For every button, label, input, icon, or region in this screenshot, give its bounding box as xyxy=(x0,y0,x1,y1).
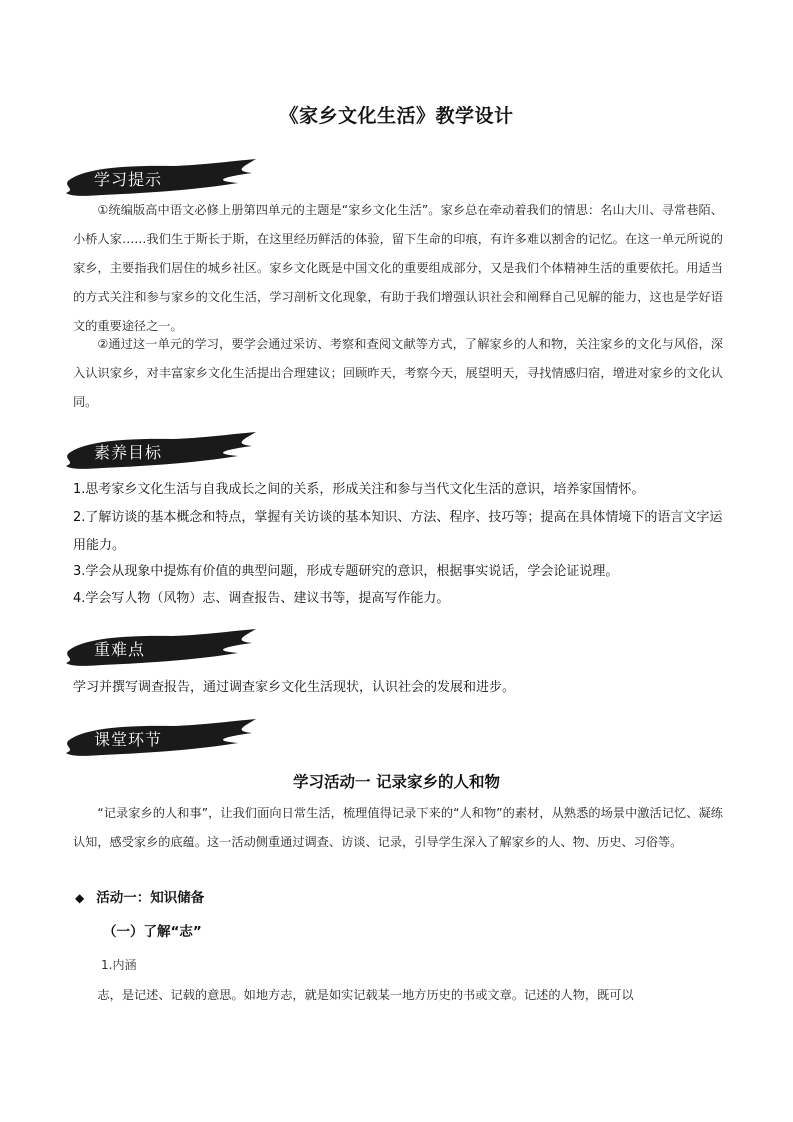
goal-item: 3.学会从现象中提炼有价值的典型问题，形成专题研究的意识，根据事实说话，学会论证说理。 xyxy=(73,564,619,579)
goal-item: 1.思考家乡文化生活与自我成长之间的关系，形成关注和参与当代文化生活的意识，培养家国情怀。 xyxy=(73,482,645,497)
section-header-key xyxy=(62,627,258,671)
goal-item: 2.了解访谈的基本概念和特点，掌握有关访谈的基本知识、方法、程序、技巧等；提高在具体情境下的语言文字运用能力。 xyxy=(73,510,723,553)
tips-paragraph-2: ②通过这一单元的学习，要学会通过采访、考察和查阅文献等方式，了解家乡的人和物，关注家乡的文化与风俗，深入认识家乡，对丰富家乡文化生活提出合理建议；回顾昨天，考察今天，展望明天，寻找情感归宿，增进对家乡的文化认同。 xyxy=(73,337,723,409)
section-heading-goals: 素养目标 xyxy=(94,443,163,462)
goal-item: 4.学会写人物（风物）志、调查报告、建议书等，提高写作能力。 xyxy=(73,591,450,606)
sub-item-label: 1.内涵 xyxy=(101,958,137,972)
section-header-goals xyxy=(62,430,258,474)
activity-label: 活动一：知识储备 xyxy=(96,890,205,906)
section-heading-class: 课堂环节 xyxy=(94,730,163,749)
section-header-class xyxy=(62,717,258,761)
tips-paragraph-1: ①统编版高中语文必修上册第四单元的主题是“家乡文化生活”。家乡总在牵动着我们的情思：名山大川、寻常巷陌、小桥人家……我们生于斯长于斯，在这里经历鲜活的体验，留下生命的印痕，有许多难以割舍的记忆。在这一单元所说的家乡，主要指我们居住的城乡社区。家乡文化既是中国文化的重要组成部分，又是我们个体精神生活的重要依托。用适当的方式关注和参与家乡的文化生活，学习剖析文化现象，有助于我们增强认识社会和阐释自己见解的能力，这也是学好语文的重要途径之一。 xyxy=(73,203,723,333)
activity-intro: “记录家乡的人和事”，让我们面向日常生活，梳理值得记录下来的“人和物”的素材，从熟悉的场景中激活记忆、凝练认知，感受家乡的底蕴。这一活动侧重通过调查、访谈、记录，引导学生深入了解家乡的人、物、历史、习俗等。 xyxy=(73,806,723,849)
knowledge-title: （一）了解“志” xyxy=(103,924,202,940)
activity-heading xyxy=(75,886,204,906)
section-heading-key: 重难点 xyxy=(94,640,146,659)
activity-title: 学习活动一 记录家乡的人和物 xyxy=(293,773,500,791)
brush-stroke-icon xyxy=(62,627,258,671)
section-heading-tips: 学习提示 xyxy=(94,170,163,189)
page-title: 《家乡文化生活》教学设计 xyxy=(279,105,514,127)
definition-paragraph: 志，是记述、记载的意思。如地方志，就是如实记载某一地方历史的书或文章。记述的人物，既可以 xyxy=(97,988,634,1002)
diamond-bullet-icon: ◆ xyxy=(75,891,85,905)
section-header-tips xyxy=(62,157,258,201)
key-point-text: 学习并撰写调查报告，通过调查家乡文化生活现状，认识社会的发展和进步。 xyxy=(73,680,516,695)
